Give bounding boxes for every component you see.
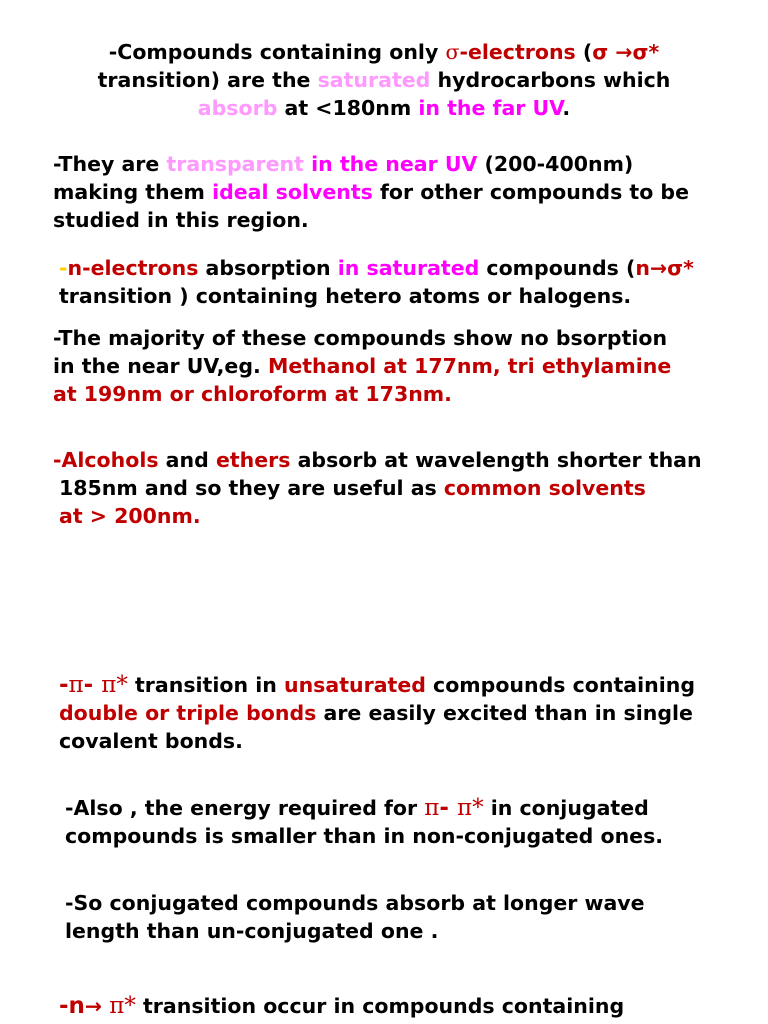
paragraph-transparent (53, 150, 689, 234)
p2-line-2: making them ideal solvents for other compounds to be (53, 180, 690, 204)
pi-symbol: π (68, 672, 84, 698)
p2-line-3: studied in this region. (53, 208, 309, 232)
p3-line-2: transition ) containing hetero atoms or halogens. (59, 284, 632, 308)
p6-line-3: covalent bonds. (59, 729, 243, 753)
p3-line-1: -n-electrons absorption in saturated compounds (n→σ* (59, 256, 694, 280)
paragraph-n-electrons (59, 254, 694, 310)
p5-line-2: 185nm and so they are useful as common solvents (59, 476, 646, 500)
paragraph-sigma-electrons (0, 38, 768, 122)
pi-star-symbol: π* (109, 993, 136, 1019)
p5-line-3: at > 200nm. (59, 504, 201, 528)
paragraph-majority (53, 324, 671, 408)
p9-line-1: -n→ π* transition occur in compounds containing (59, 993, 625, 1019)
sigma-transition: σ →σ* (592, 40, 660, 64)
p6-line-1: -π- π* transition in unsaturated compounds containing (59, 672, 695, 698)
p7-line-1: -Also , the energy required for π- π* in conjugated (65, 795, 649, 821)
pi-star-symbol: π* (456, 795, 484, 821)
p4-line-1: -The majority of these compounds show no bsorption (53, 326, 668, 350)
p2-line-1: -They are transparent in the near UV (200-400nm) (53, 152, 634, 176)
p6-line-2: double or triple bonds are easily excited than in single (59, 701, 693, 725)
paragraph-alcohols (53, 446, 702, 530)
pi-symbol: π (424, 795, 440, 821)
paragraph-conjugated (65, 889, 645, 945)
p4-line-3: at 199nm or chloroform at 173nm. (53, 382, 452, 406)
p7-line-2: compounds is smaller than in non-conjugated ones. (65, 824, 664, 848)
paragraph-n-pi-star (59, 992, 624, 1020)
p8-line-1: -So conjugated compounds absorb at longer wave (65, 891, 645, 915)
pi-star-symbol: π* (101, 672, 128, 698)
p4-line-2: in the near UV,eg. Methanol at 177nm, tri ethylamine (53, 354, 672, 378)
paragraph-energy-required (65, 794, 663, 850)
paragraph-pi-pi-star (59, 671, 695, 755)
p1-line-3: absorb at <180nm in the far UV. (197, 96, 571, 120)
p1-line-1: -Compounds containing only σ-electrons (σ →σ* (108, 40, 660, 64)
p1-line-2: transition) are the saturated hydrocarbons which (97, 68, 671, 92)
p5-line-1: -Alcohols and ethers absorb at wavelength shorter than (53, 448, 702, 472)
sigma-symbol: σ (445, 40, 460, 64)
p8-line-2: length than un-conjugated one . (65, 919, 439, 943)
